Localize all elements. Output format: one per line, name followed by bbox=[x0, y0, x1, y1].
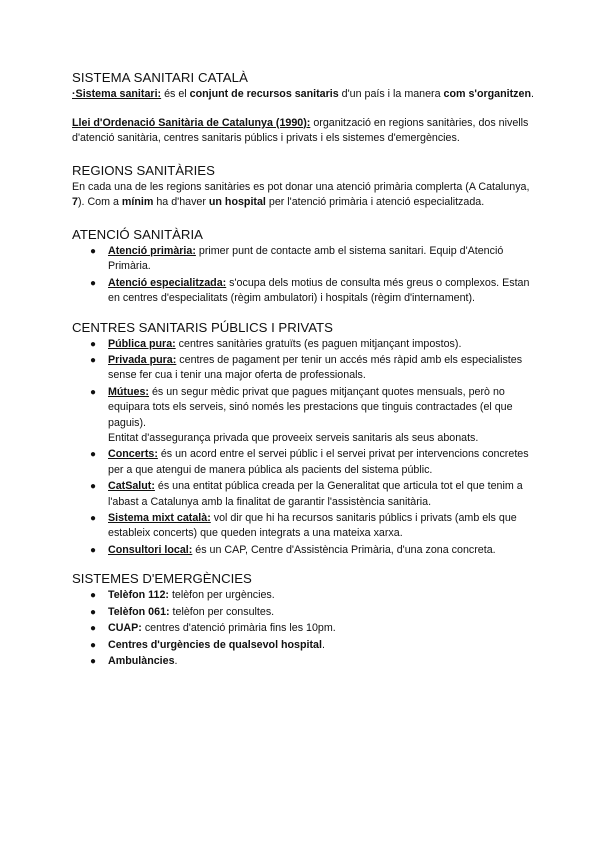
list-item: ● Atenció primària: primer punt de contacte amb el sistema sanitari. Equip d'Atenció Primària. bbox=[90, 244, 504, 273]
list-item: ● CUAP: centres d'atenció primària fins les 10pm. bbox=[72, 621, 542, 636]
list-item: ● Consultori local: és un CAP, Centre d'Assistència Primària, d'una zona concreta. bbox=[72, 543, 542, 558]
list-item: ● Pública pura: centres sanitàries gratuïts (es paguen mitjançant impostos). bbox=[72, 337, 542, 352]
bullet-icon: ● bbox=[90, 655, 97, 667]
list-item: ● Atenció especialitzada: s'ocupa dels motius de consulta més greus o complexos. Estan en centres d'especialitats (règim ambulatori) i hospitals (règim d'internament). bbox=[90, 276, 530, 305]
list-item: ● Telèfon 112: telèfon per urgències. bbox=[72, 588, 542, 603]
bullet-icon: ● bbox=[90, 355, 97, 366]
bullet-icon: ● bbox=[90, 623, 97, 635]
list-item: ● Concerts: és un acord entre el servei públic i el servei privat per intervencions concretes per a que atengui de manera pública als pacients del sistema públic. bbox=[90, 448, 529, 476]
bullet-icon: ● bbox=[90, 277, 97, 289]
emergencies-list bbox=[72, 588, 542, 669]
list-item: ● Centres d'urgències de qualsevol hospital. bbox=[72, 638, 542, 653]
bullet-icon: ● bbox=[90, 449, 97, 461]
regions-heading: REGIONS SANITÀRIES bbox=[72, 162, 215, 178]
bullet-icon: ● bbox=[90, 606, 97, 618]
list-item: ● Telèfon 061: telèfon per consultes. bbox=[72, 605, 542, 620]
list-item: ● Mútues: és un segur mèdic privat que pagues mitjançant quotes mensuals, però no equipara tots els serveis, sinó només les prestacions que tinguis contractades (el que paguis). Entitat d'assegurança privada que proveeix serveis sanitaris als seus abonats. bbox=[90, 385, 513, 445]
bullet-icon: ● bbox=[90, 386, 97, 398]
bullet-icon: ● bbox=[90, 513, 97, 525]
document-title: SISTEMA SANITARI CATALÀ bbox=[72, 70, 248, 85]
bullet-icon: ● bbox=[90, 245, 97, 257]
centres-heading: CENTRES SANITARIS PÚBLICS I PRIVATS bbox=[72, 319, 333, 335]
bullet-icon: ● bbox=[90, 338, 97, 350]
centres-list bbox=[72, 337, 542, 559]
list-item: ● Sistema mixt català: vol dir que hi ha recursos sanitaris públics i privats (amb els que estableix concerts) que queden integrats a una mateixa xarxa. bbox=[90, 512, 517, 540]
atencio-heading: ATENCIÓ SANITÀRIA bbox=[72, 226, 203, 242]
list-item: ● Ambulàncies. bbox=[72, 654, 542, 669]
bullet-icon: ● bbox=[90, 544, 97, 556]
bullet-icon: ● bbox=[90, 481, 97, 493]
list-item: ● Privada pura: centres de pagament per tenir un accés més ràpid amb els especialistes sense fer cua i tenir una major oferta de professionals. bbox=[90, 354, 523, 382]
regions-paragraph: En cada una de les regions sanitàries es pot donar una atenció primària complerta (A Catalunya, 7). Com a mínim ha d'haver un hospital per l'atenció primària i atenció especialitzada. bbox=[72, 180, 530, 209]
bullet-icon: ● bbox=[90, 590, 97, 602]
law-term: Llei d'Ordenació Sanitària de Catalunya (1990): bbox=[72, 116, 311, 129]
intro-paragraph: ·Sistema sanitari: és el conjunt de recursos sanitaris d'un país i la manera com s'organitzen. bbox=[72, 88, 534, 100]
atencio-list bbox=[72, 244, 542, 307]
intro-term: ·Sistema sanitari: bbox=[72, 88, 162, 100]
bullet-icon: ● bbox=[90, 639, 97, 651]
document-page bbox=[72, 70, 542, 670]
law-paragraph: Llei d'Ordenació Sanitària de Catalunya (1990): organització en regions sanitàries, dos nivells d'atenció sanitària, centres sanitaris públics i privats i els sistemes d'emergències. bbox=[72, 116, 529, 145]
emergencies-heading: SISTEMES D'EMERGÈNCIES bbox=[72, 571, 252, 587]
list-item: ● CatSalut: és una entitat pública creada per la Generalitat que articula tot el que tenim a l'abast a Catalunya amb la finalitat de garantir l'assistència sanitària. bbox=[90, 480, 523, 508]
